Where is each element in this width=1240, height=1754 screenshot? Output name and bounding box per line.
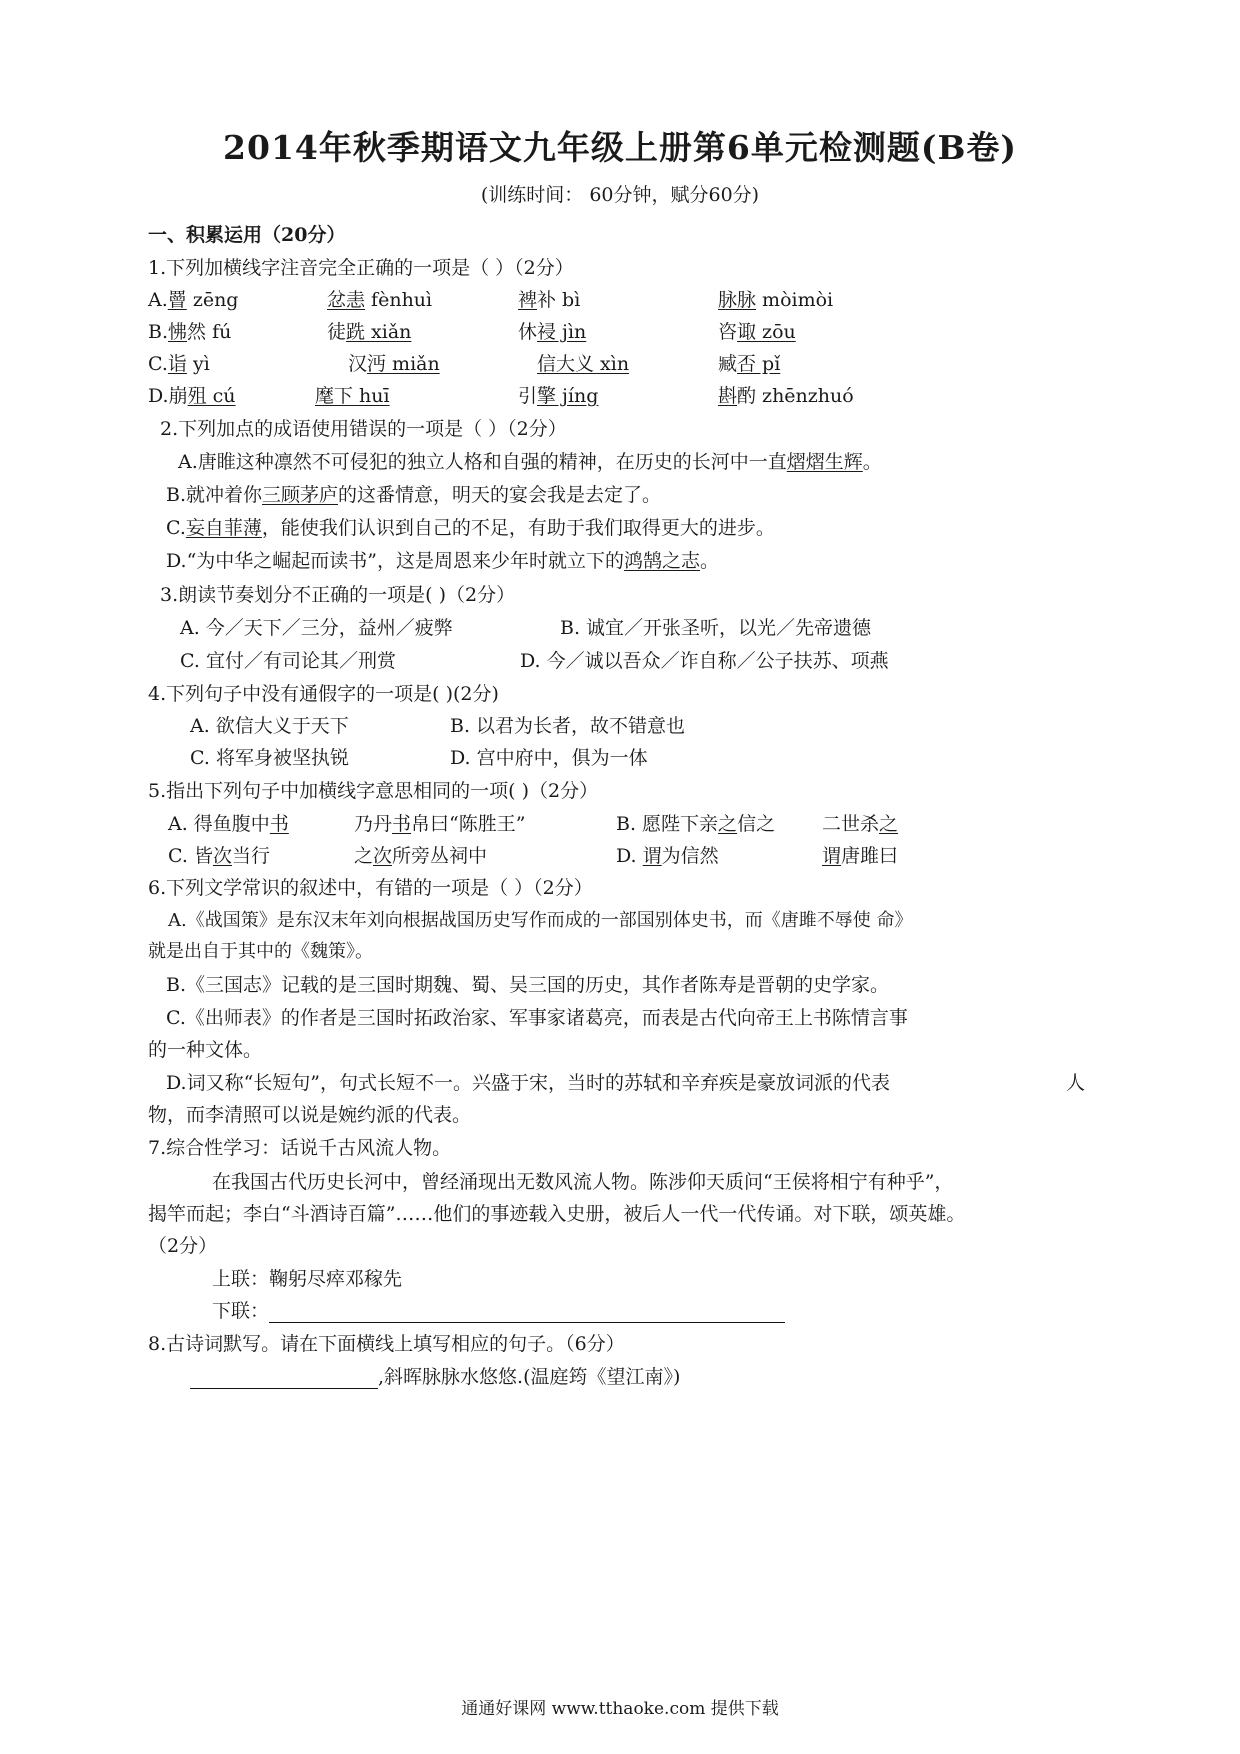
q2-option-a: A.唐睢这种凛然不可侵犯的独立人格和自强的精神，在历史的长河中一直熠熠生辉。 [178,451,882,473]
q2-option-b: B.就冲着你三顾茅庐的这番情意，明天的宴会我是去定了。 [166,484,662,506]
q3-option-b: B. 诚宜／开张圣听，以光／先帝遗德 [560,617,872,639]
question-2-stem: 2.下列加点的成语使用错误的一项是（ ）（2分） [160,418,567,440]
q1-option-c-2: 汉沔 miǎn [348,353,440,375]
question-6-stem: 6.下列文学常识的叙述中，有错的一项是（ ）（2分） [148,877,593,899]
q7-paragraph-line1: 在我国古代历史长河中，曾经涌现出无数风流人物。陈涉仰天质问“王侯将相宁有种乎”， [212,1171,954,1193]
q2-option-d: D.“为中华之崛起而读书”，这是周恩来少年时就立下的鸿鹄之志。 [166,550,720,572]
q8-line1: ,斜晖脉脉水悠悠.(温庭筠《望江南》) [190,1362,680,1389]
q5-option-c-2: 之次所旁丛祠中 [354,845,488,867]
q5-option-a-2: 乃丹书帛曰“陈胜王” [354,813,526,835]
q7-answer-blank[interactable] [269,1302,785,1323]
q1-option-b: B.怫然 fú [148,321,232,343]
question-3-stem: 3.朗读节奏划分不正确的一项是( )（2分） [160,584,516,606]
q6-option-d-line1-end: 人 [1066,1072,1086,1094]
q1-option-c-3: 信大义 xìn [537,353,630,375]
q8-answer-blank[interactable] [190,1368,378,1389]
q3-option-d: D. 今／诚以吾众／诈自称／公子扶苏、项燕 [520,650,889,672]
question-1-stem: 1.下列加横线字注音完全正确的一项是（ ）（2分） [148,257,574,279]
q5-option-d: D. 谓为信然 [616,845,719,867]
q1-option-b-3: 休祲 jìn [518,321,587,343]
q5-option-b: B. 愿陛下亲之信之 [616,813,776,835]
q3-option-a: A. 今／天下／三分，益州／疲弊 [180,617,453,639]
q1-option-d: D.崩殂 cú [148,385,236,407]
page-footer: 通通好课网 www.tthaoke.com 提供下载 [461,1699,779,1719]
q5-option-b-2: 二世杀之 [822,813,899,835]
q3-option-c: C. 宜付／有司论其／刑赏 [180,650,396,672]
q1-option-d-2: 麾下 huī [315,385,390,407]
q6-option-b: B.《三国志》记载的是三国时期魏、蜀、吴三国的历史，其作者陈寿是晋朝的史学家。 [166,974,890,996]
q4-option-d: D. 宫中府中，俱为一体 [450,747,648,769]
q6-option-c-line2: 的一种文体。 [148,1039,263,1061]
q4-option-a: A. 欲信大义于天下 [190,715,349,737]
q1-option-d-3: 引擎 jíng [518,385,599,407]
q5-option-d-2: 谓唐雎曰 [822,845,899,867]
q7-upper-couplet: 上联：鞠躬尽瘁邓稼先 [212,1268,403,1290]
q4-option-b: B. 以君为长者，故不错意也 [450,715,686,737]
q1-option-b-4: 咨诹 zōu [718,321,796,343]
q1-option-b-2: 徒跣 xiǎn [327,321,412,343]
q6-option-a-line2: 就是出自于其中的《魏策》。 [148,941,373,962]
q5-option-a: A. 得鱼腹中书 [168,813,289,835]
question-4-stem: 4.下列句子中没有通假字的一项是( )(2分) [148,683,499,705]
question-8-stem: 8.古诗词默写。请在下面横线上填写相应的句子。（6分） [148,1333,625,1355]
q2-option-c: C.妄自菲薄，能使我们认识到自己的不足，有助于我们取得更大的进步。 [166,517,775,539]
q1-option-c: C.诣 yì [148,353,210,375]
q6-option-a-line1: A.《战国策》是东汉末年刘向根据战国历史写作而成的一部国别体史书，而《唐雎不辱使 命》 [168,910,913,931]
q7-lower-couplet [212,1296,785,1323]
exam-subtitle: (训练时间： 60分钟，赋分60分) [480,184,760,206]
page-title: 2014年秋季期语文九年级上册第6单元检测题(B卷) [223,128,1017,167]
question-7-stem: 7.综合性学习：话说千古风流人物。 [148,1137,452,1159]
q1-option-c-4: 臧否 pǐ [718,353,781,375]
q1-option-a-3: 裨补 bì [518,289,581,311]
q7-paragraph-line3: （2分） [148,1235,218,1257]
q6-option-d-line1: D.词又称“长短句”，句式长短不一。兴盛于宋，当时的苏轼和辛弃疾是豪放词派的代表 [166,1072,891,1094]
q6-option-c-line1: C.《出师表》的作者是三国时拓政治家、军事家诸葛亮，而表是古代向帝王上书陈情言事 [166,1007,908,1029]
q4-option-c: C. 将军身被坚执锐 [190,747,349,769]
q7-lower-label: 下联： [212,1300,270,1322]
q1-option-a-4: 脉脉 mòimòi [718,289,834,311]
q6-option-d-line2: 物，而李清照可以说是婉约派的代表。 [148,1104,472,1126]
q7-paragraph-line2: 揭竿而起；李白“斗酒诗百篇”……他们的事迹载入史册，被后人一代一代传诵。对下联，颂英雄。 [148,1203,966,1225]
q5-option-c: C. 皆次当行 [168,845,270,867]
question-5-stem: 5.指出下列句子中加横线字意思相同的一项( )（2分） [148,780,599,802]
q1-option-a-2: 忿恚 fènhuì [327,289,433,311]
q1-option-d-4: 斟酌 zhēnzhuó [718,385,854,407]
q1-option-a: A.罾 zēng [148,289,239,311]
section-heading: 一、积累运用（20分） [148,224,346,246]
